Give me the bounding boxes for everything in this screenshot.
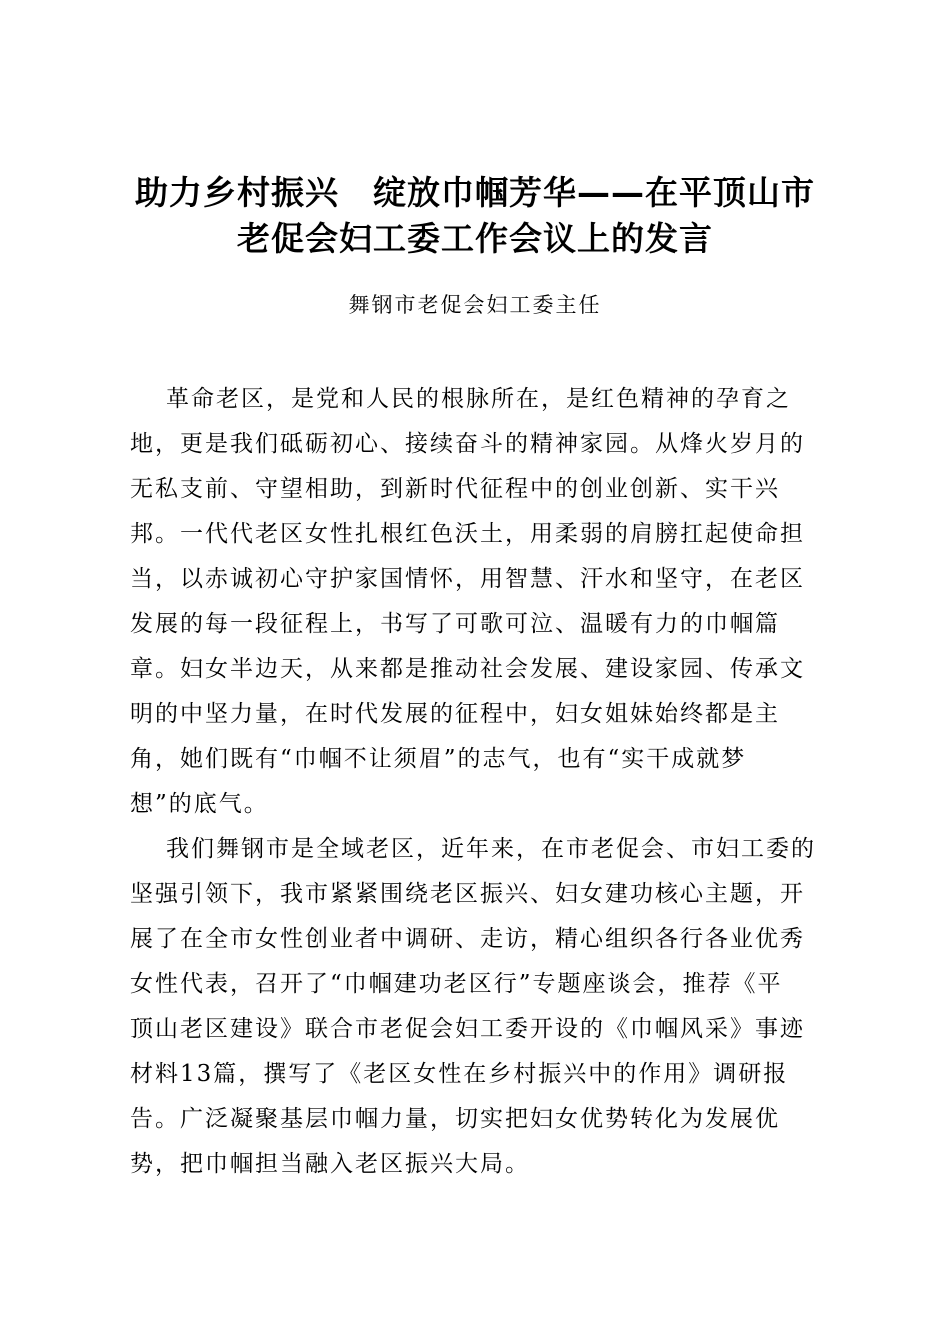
- paragraph-line: 势，把巾帼担当融入老区振兴大局。: [130, 1151, 530, 1177]
- paragraph-line: 地，更是我们砥砺初心、接续奋斗的精神家园。从烽火岁月的: [130, 431, 805, 457]
- document-title-line-1: 助力乡村振兴 绽放巾帼芳华——在平顶山市: [135, 173, 815, 212]
- paragraph-line: 邦。一代代老区女性扎根红色沃土，用柔弱的肩膀扛起使命担: [130, 521, 805, 547]
- author-byline: 舞钢市老促会妇工委主任: [348, 293, 602, 317]
- paragraph-line: 坚强引领下，我市紧紧围绕老区振兴、妇女建功核心主题，开: [130, 881, 805, 907]
- paragraph-line: 想”的底气。: [130, 791, 269, 817]
- paragraph-line: 无私支前、守望相助，到新时代征程中的创业创新、实干兴: [130, 476, 780, 502]
- paragraph-line: 章。妇女半边天，从来都是推动社会发展、建设家园、传承文: [130, 656, 805, 682]
- paragraph-line: 我们舞钢市是全域老区，近年来，在市老促会、市妇工委的: [166, 836, 816, 862]
- paragraph-line: 材料13篇，撰写了《老区女性在乡村振兴中的作用》调研报: [130, 1061, 789, 1087]
- paragraph-line: 发展的每一段征程上，书写了可歌可泣、温暖有力的巾帼篇: [130, 611, 780, 637]
- paragraph-1: [130, 377, 830, 827]
- document-title-line-2: 老促会妇工委工作会议上的发言: [237, 219, 713, 258]
- paragraph-line: 告。广泛凝聚基层巾帼力量，切实把妇女优势转化为发展优: [130, 1106, 780, 1132]
- paragraph-line: 当，以赤诚初心守护家国情怀，用智慧、汗水和坚守，在老区: [130, 566, 805, 592]
- paragraph-line: 角，她们既有“巾帼不让须眉”的志气，也有“实干成就梦: [130, 746, 747, 772]
- paragraph-line: 展了在全市女性创业者中调研、走访，精心组织各行各业优秀: [130, 926, 805, 952]
- paragraph-line: 革命老区，是党和人民的根脉所在，是红色精神的孕育之: [166, 386, 791, 412]
- paragraph-line: 女性代表，召开了“巾帼建功老区行”专题座谈会，推荐《平: [130, 971, 783, 997]
- paragraph-line: 顶山老区建设》联合市老促会妇工委开设的《巾帼风采》事迹: [130, 1016, 805, 1042]
- paragraph-line: 明的中坚力量，在时代发展的征程中，妇女姐妹始终都是主: [130, 701, 780, 727]
- paragraph-2: [130, 827, 830, 1187]
